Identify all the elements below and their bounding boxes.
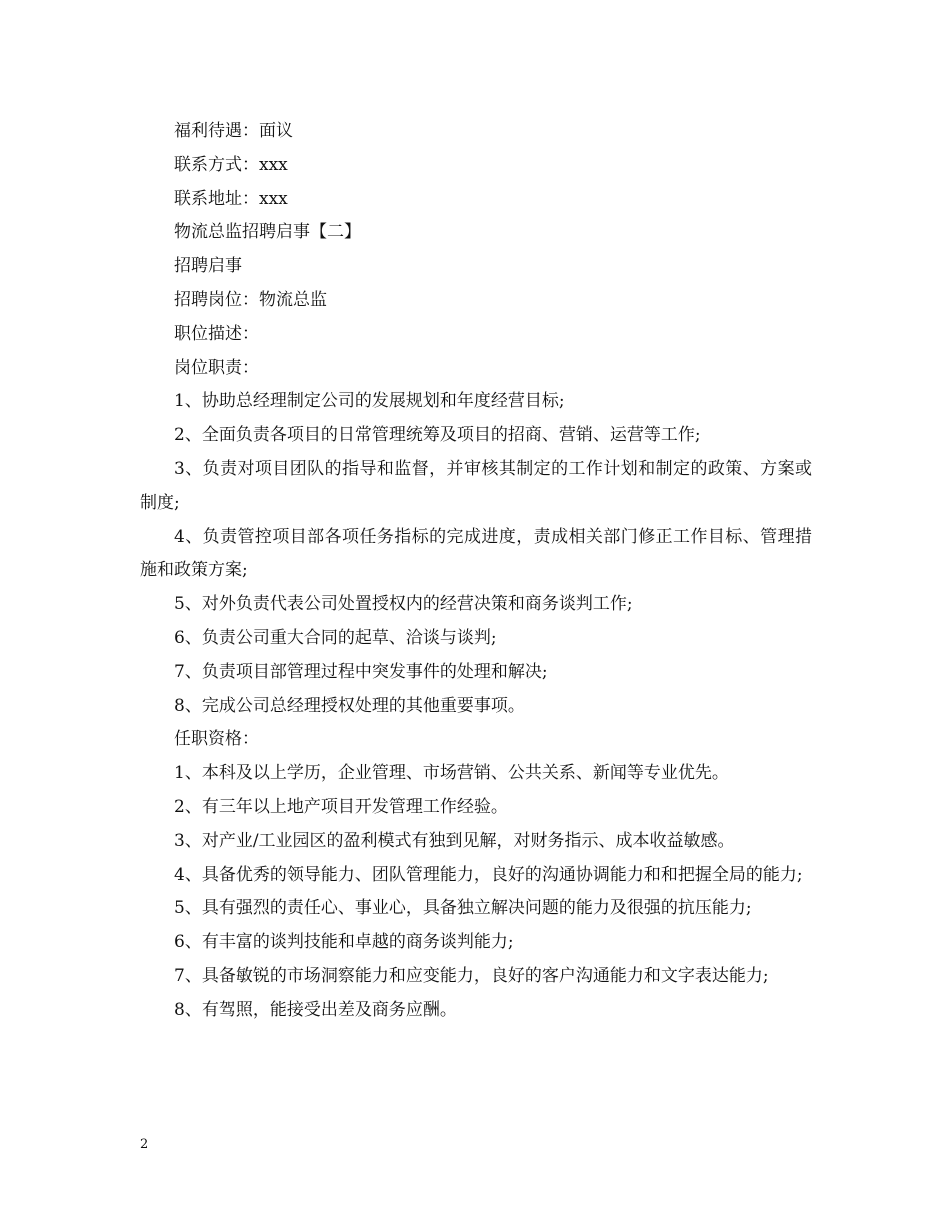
duty-item: 2、全面负责各项目的日常管理统筹及项目的招商、营销、运营等工作; <box>174 425 701 446</box>
duty-item: 4、负责管控项目部各项任务指标的完成进度，责成相关部门修正工作目标、管理措施和政策方案; <box>140 526 812 581</box>
qualification-item: 5、具有强烈的责任心、事业心，具备独立解决问题的能力及很强的抗压能力; <box>174 898 752 919</box>
paragraph-contact-address: 联系地址：xxx <box>174 188 288 209</box>
qualification-item: 6、有丰富的谈判技能和卓越的商务谈判能力; <box>174 932 514 953</box>
qualification-item: 3、对产业/工业园区的盈利模式有独到见解，对财务指示、成本收益敏感。 <box>174 830 735 851</box>
duty-item: 7、负责项目部管理过程中突发事件的处理和解决; <box>174 661 548 682</box>
document-body <box>140 115 812 1028</box>
qualification-item: 4、具备优秀的领导能力、团队管理能力，良好的沟通协调能力和和把握全局的能力; <box>174 864 803 885</box>
paragraph-qualifications-label: 任职资格： <box>174 729 259 750</box>
duty-item: 8、完成公司总经理授权处理的其他重要事项。 <box>174 695 525 716</box>
paragraph-position: 招聘岗位：物流总监 <box>174 289 327 310</box>
duty-item: 1、协助总经理制定公司的发展规划和年度经营目标; <box>174 391 565 412</box>
paragraph-duties-label: 岗位职责： <box>174 357 259 378</box>
notice-title: 招聘启事 <box>174 256 242 277</box>
page-number: 2 <box>140 1137 149 1152</box>
paragraph-contact-method: 联系方式：xxx <box>174 154 288 175</box>
duty-item: 6、负责公司重大合同的起草、洽谈与谈判; <box>174 627 497 648</box>
qualification-item: 7、具备敏锐的市场洞察能力和应变能力，良好的客户沟通能力和文字表达能力; <box>174 965 769 986</box>
qualification-item: 1、本科及以上学历，企业管理、市场营销、公共关系、新闻等专业优先。 <box>174 763 729 784</box>
paragraph-benefits: 福利待遇：面议 <box>174 121 293 141</box>
paragraph-job-description-label: 职位描述： <box>174 323 259 344</box>
section-heading: 物流总监招聘启事【二】 <box>174 222 361 243</box>
duty-item: 5、对外负责代表公司处置授权内的经营决策和商务谈判工作; <box>174 594 633 615</box>
qualification-item: 8、有驾照，能接受出差及商务应酬。 <box>174 999 457 1020</box>
duty-item: 3、负责对项目团队的指导和监督，并审核其制定的工作计划和制定的政策、方案或制度; <box>140 458 812 513</box>
qualification-item: 2、有三年以上地产项目开发管理工作经验。 <box>174 796 508 817</box>
